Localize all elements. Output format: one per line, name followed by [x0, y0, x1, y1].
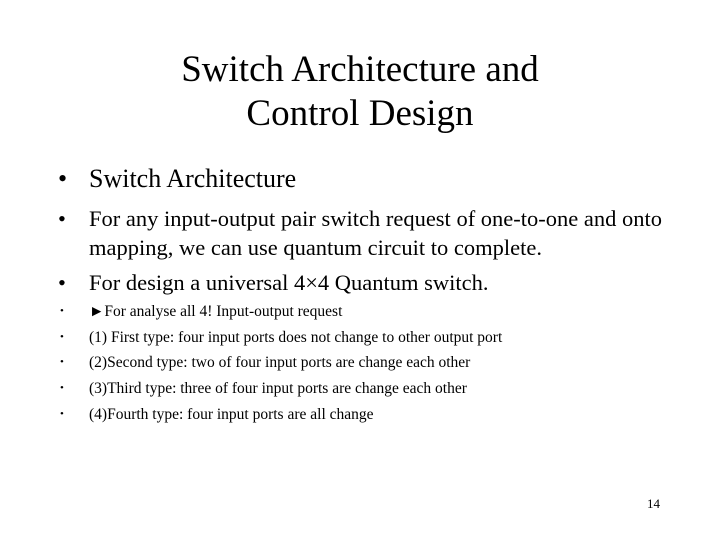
bullet-dot: • — [58, 206, 66, 231]
slide-title — [0, 48, 720, 136]
bullet-item — [58, 163, 678, 194]
sub-bullet-item — [58, 379, 678, 398]
sub-bullet-text: ►For analyse all 4! Input-output request — [89, 303, 343, 320]
bullet-item — [58, 268, 678, 297]
sub-bullet-item — [58, 353, 678, 372]
sub-bullet-item — [58, 405, 678, 424]
bullet-item — [58, 204, 678, 262]
sub-bullet-text: (4)Fourth type: four input ports are all change — [89, 406, 374, 423]
slide-title-line-1: Switch Architecture and — [181, 49, 539, 90]
sub-bullet-dot: • — [60, 305, 64, 317]
sub-bullet-dot: • — [60, 382, 64, 394]
sub-bullet-text: (1) First type: four input ports does not change to other output port — [89, 329, 503, 346]
page-number: 14 — [647, 496, 660, 511]
bullet-text: Switch Architecture — [89, 164, 297, 193]
bullet-text: For design a universal 4×4 Quantum switch. — [89, 270, 489, 295]
sub-bullet-text: (3)Third type: three of four input ports are change each other — [89, 380, 467, 397]
sub-bullet-dot: • — [60, 331, 64, 343]
sub-bullet-dot: • — [60, 356, 64, 368]
sub-bullet-text: (2)Second type: two of four input ports are change each other — [89, 354, 471, 371]
sub-bullet-dot: • — [60, 408, 64, 420]
bullet-dot: • — [58, 270, 66, 295]
sub-bullet-item — [58, 302, 678, 321]
sub-bullet-item — [58, 328, 678, 347]
bullet-text: For any input-output pair switch request of one-to-one and onto mapping, we can use quantum circuit to complete. — [89, 206, 663, 260]
bullet-dot: • — [58, 164, 68, 193]
slide-title-line-2: Control Design — [246, 93, 474, 134]
